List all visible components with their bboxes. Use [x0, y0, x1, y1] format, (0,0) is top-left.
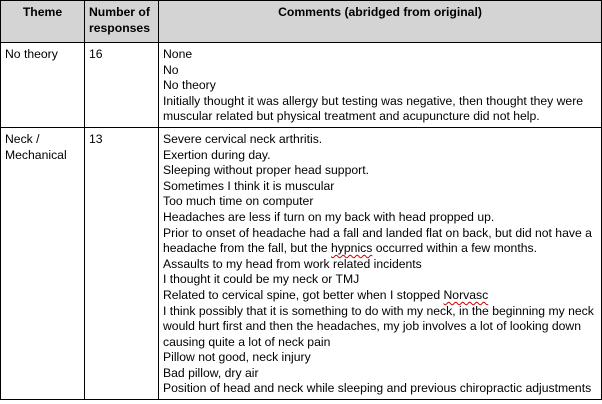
- comment-line: Exertion during day.: [163, 147, 271, 162]
- header-comments: Comments (abridged from original): [159, 1, 602, 43]
- comment-line: No: [163, 62, 179, 77]
- header-number-of-responses: Number of responses: [85, 1, 159, 43]
- comment-line: Assaults to my head from work related incidents: [163, 256, 422, 271]
- comments-cell: [159, 127, 602, 399]
- comment-line: I think possibly that it is something to do with my neck, in the beginning my neck would hurt first and then the headaches, my job involves a lot of looking down causing quite a lot of neck pain: [163, 303, 594, 349]
- comment-line: I thought it could be my neck or TMJ: [163, 272, 360, 287]
- comment-line: Pillow not good, neck injury: [163, 350, 311, 365]
- comment-line: Initially thought it was allergy but testing was negative, then thought they were muscular related but physical treatment and acupuncture did not help.: [163, 93, 584, 124]
- comment-line: Headaches are less if turn on my back with head propped up.: [163, 209, 495, 224]
- comment-line: Too much time on computer: [163, 194, 314, 209]
- comment-line: Related to cervical spine, got better when I stopped Norvasc: [163, 287, 489, 302]
- comment-line: Prior to onset of headache had a fall and landed flat on back, but did not have a headache from the fall, but the hypnics occurred within a few months.: [163, 225, 592, 256]
- spellcheck-underline: hypnics: [331, 241, 373, 256]
- count-cell: 13: [85, 127, 159, 399]
- header-theme: Theme: [1, 1, 85, 43]
- count-cell: 16: [85, 43, 159, 128]
- spellcheck-underline: Norvasc: [443, 287, 489, 302]
- comment-line: Severe cervical neck arthritis.: [163, 131, 323, 146]
- theme-cell: Neck / Mechanical: [1, 127, 85, 399]
- comment-line: Bad pillow, dry air: [163, 365, 259, 380]
- comment-line: Sleeping without proper head support.: [163, 163, 369, 178]
- comment-line: Sometimes I think it is muscular: [163, 178, 335, 193]
- comment-line: None: [163, 47, 193, 61]
- comments-cell: [159, 43, 602, 128]
- table-row: [1, 43, 602, 128]
- table-row: [1, 127, 602, 399]
- comment-line: Position of head and neck while sleeping and previous chiropractic adjustments: [163, 381, 592, 396]
- table-header-row: [1, 1, 602, 43]
- comment-line: No theory: [163, 78, 216, 93]
- theme-cell: No theory: [1, 43, 85, 128]
